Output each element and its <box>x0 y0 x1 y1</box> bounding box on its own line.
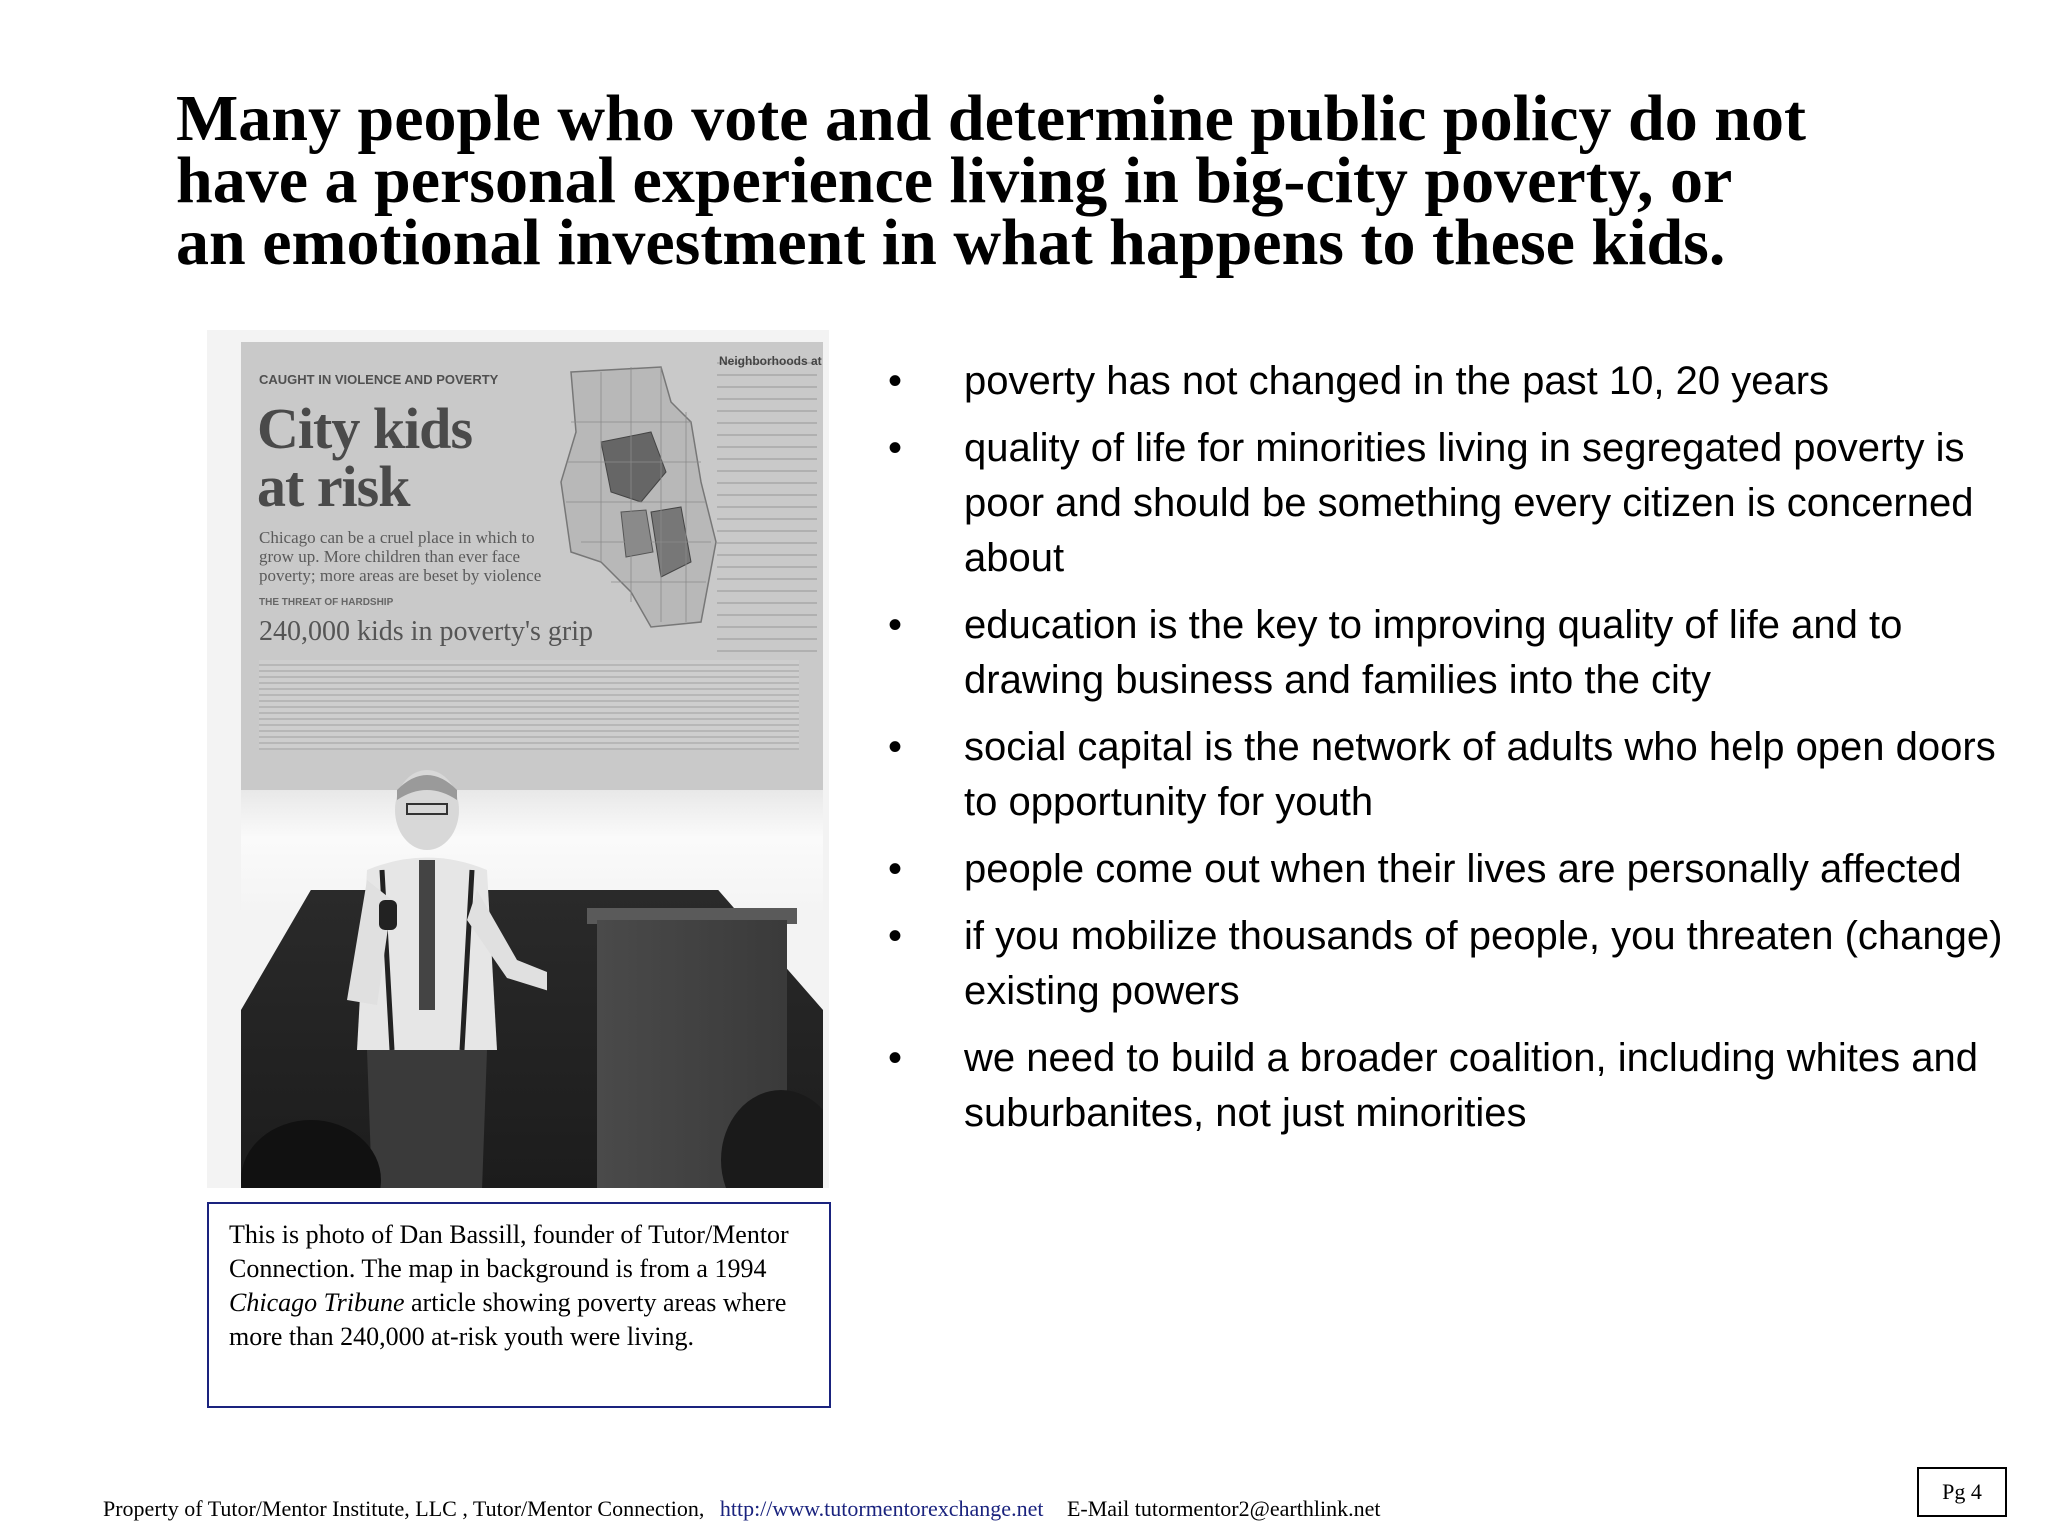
page-number-badge: Pg 4 <box>1917 1467 2007 1517</box>
bullet-marker: • <box>887 603 902 647</box>
headline-line: have a personal experience living in big-city poverty, or <box>176 144 1733 217</box>
bullet-text: education is the key to improving quality of life and to drawing business and families into the city <box>964 603 1903 702</box>
caption-italic-title: Chicago Tribune <box>229 1288 405 1317</box>
bullet-item <box>880 1031 2030 1141</box>
newspaper-clipping <box>241 342 823 804</box>
newspaper-columns <box>259 660 799 750</box>
bullet-text: we need to build a broader coalition, including whites and suburbanites, not just minorities <box>964 1036 1979 1135</box>
newspaper-subhead: THE THREAT OF HARDSHIP <box>259 597 394 608</box>
bullet-marker: • <box>887 1036 902 1080</box>
bullet-text: quality of life for minorities living in segregated poverty is poor and should be something every citizen is concerned about <box>964 426 1974 580</box>
bullet-text: people come out when their lives are personally affected <box>964 847 1962 891</box>
footer-email: E-Mail tutormentor2@earthlink.net <box>1066 1496 1381 1521</box>
bullet-marker: • <box>887 426 902 470</box>
newspaper-title-line: City kids <box>257 396 473 461</box>
newspaper-kicker: CAUGHT IN VIOLENCE AND POVERTY <box>259 372 499 387</box>
bullet-item <box>880 598 2030 708</box>
caption-text: article showing poverty areas where more than 240,000 at-risk youth were living. <box>229 1288 787 1351</box>
bullet-text: social capital is the network of adults who help open doors to opportunity for youth <box>964 725 1996 824</box>
bullet-item <box>880 354 2030 409</box>
audience-heads <box>241 1070 823 1188</box>
bullet-item <box>880 842 2030 897</box>
bullet-marker: • <box>887 359 902 403</box>
newspaper-title-line: at risk <box>257 454 410 519</box>
bullet-item <box>880 421 2030 586</box>
newspaper-title <box>257 396 473 519</box>
footer-property: Property of Tutor/Mentor Institute, LLC , Tutor/Mentor Connection, <box>103 1496 705 1521</box>
page-footer <box>103 1496 1380 1522</box>
bullet-item <box>880 909 2030 1019</box>
newspaper-legend-title: Neighborhoods at <box>719 354 822 368</box>
footer-website-link[interactable]: http://www.tutormentorexchange.net <box>719 1496 1044 1521</box>
bullet-list <box>880 354 2030 1153</box>
presenter-photo <box>207 330 829 1188</box>
bullet-text: poverty has not changed in the past 10, 20 years <box>964 359 1830 403</box>
newspaper-big-head: 240,000 kids in poverty's grip <box>259 616 594 647</box>
chicago-map-graphic <box>541 362 721 632</box>
headline-line: an emotional investment in what happens to these kids. <box>176 206 1726 279</box>
bullet-marker: • <box>887 914 902 958</box>
bullet-marker: • <box>887 725 902 769</box>
bullet-text: if you mobilize thousands of people, you threaten (change) existing powers <box>964 914 2003 1013</box>
bullet-item <box>880 720 2030 830</box>
caption-text: This is photo of Dan Bassill, founder of Tutor/Mentor Connection. The map in background is from a 1994 <box>229 1220 789 1283</box>
newspaper-legend <box>717 352 817 652</box>
bullet-marker: • <box>887 847 902 891</box>
photo-caption <box>207 1202 831 1408</box>
page-headline <box>176 82 1976 279</box>
newspaper-deck: Chicago can be a cruel place in which to grow up. More children than ever face poverty; more areas are beset by violence <box>259 528 542 585</box>
headline-line: Many people who vote and determine public policy do not <box>176 82 1806 155</box>
